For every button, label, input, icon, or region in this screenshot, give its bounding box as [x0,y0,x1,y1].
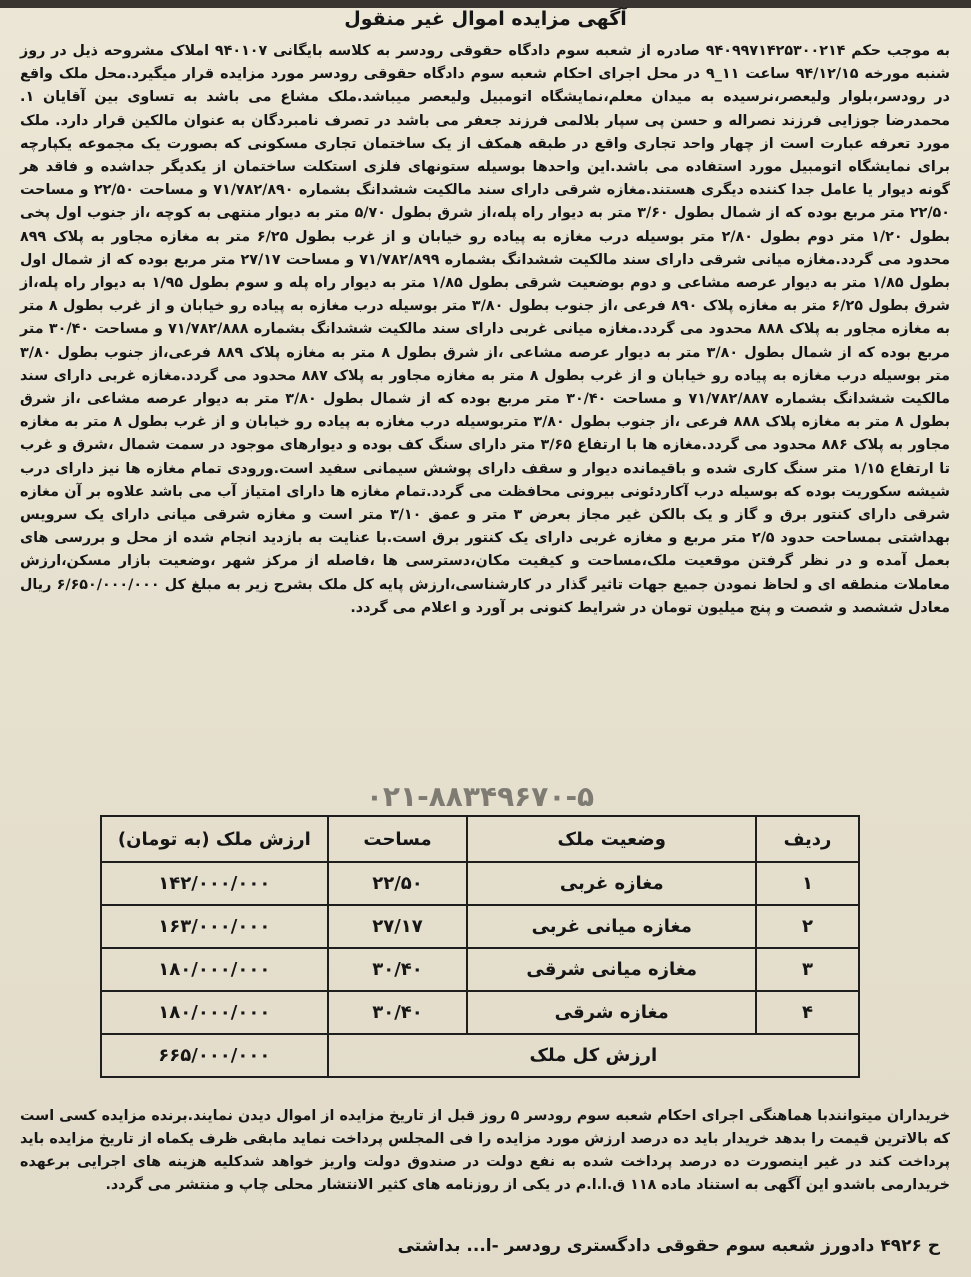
cell-property-value: ۱۸۰/۰۰۰/۰۰۰ [101,948,328,991]
total-value: ۶۶۵/۰۰۰/۰۰۰ [101,1034,328,1077]
table-row [101,905,859,948]
cell-property-value: ۱۴۲/۰۰۰/۰۰۰ [101,862,328,905]
table-row [101,948,859,991]
cell-area: ۲۲/۵۰ [328,862,468,905]
cell-property-status: مغازه غربی [467,862,756,905]
table-total-row [101,1034,859,1077]
notice-title: آگهی مزایده اموال غیر منقول [344,8,627,30]
cell-row-number: ۳ [756,948,859,991]
table-header-row [101,816,859,862]
header-property-value: ارزش ملک (به تومان) [101,816,328,862]
cell-property-status: مغازه میانی غربی [467,905,756,948]
cell-area: ۳۰/۴۰ [328,948,468,991]
cell-property-value: ۱۸۰/۰۰۰/۰۰۰ [101,991,328,1034]
notice-signature: ح ۴۹۲۶ دادورز شعبه سوم حقوقی دادگستری رودسر -ا... بداشتی [397,1236,940,1256]
notice-footer-terms: خریداران میتوانندبا هماهنگی اجرای احکام شعبه سوم رودسر ۵ روز قبل از تاریخ مزایده از اموال دیدن نمایند.برنده مزایده کسی است که بالاترین قیمت را بدهد خریدار باید ده درصد ارزش مورد مزایده را فی المجلس پرداخت نماید مابقی ظرف یکماه از تاریخ مزایده باید پرداخت کند در غیر اینصورت ده درصد پرداخت شده به نفع دولت در صندوق دولت واریز خواهد شدکلیه هزینه های اجرایی برعهده خریدارمی باشدو این آگهی به استناد ماده ۱۱۸ ق.ا.ا.م در یکی از روزنامه های کثیر الانتشار محلی چاپ و منتشر می گردد. [20,1108,950,1193]
cell-property-status: مغازه میانی شرقی [467,948,756,991]
header-property-status: وضعیت ملک [467,816,756,862]
cell-area: ۳۰/۴۰ [328,991,468,1034]
cell-area: ۲۷/۱۷ [328,905,468,948]
total-label: ارزش کل ملک [328,1034,859,1077]
property-table-wrapper [100,815,860,1078]
table-row [101,991,859,1034]
property-value-table [100,815,860,1078]
header-row-number: ردیف [756,816,859,862]
notice-body: به موجب حکم ۹۴۰۹۹۷۱۴۲۵۳۰۰۲۱۴ صادره از شعبه سوم دادگاه حقوقی رودسر به کلاسه بایگانی ۹۴۰۱۰۷ املاک مشروحه ذیل در روز شنبه مورخه ۹۴/۱۲/۱۵ ساعت ۱۱_۹ در محل اجرای احکام شعبه سوم دادگاه حقوقی رودسر مورد مزایده قرار میگیرد.محل ملک واقع در رودسر،بلوار ولیعصر،نرسیده به میدان معلم،نمایشگاه اتومبیل ولیعصر میباشد.ملک مشاع می باشد به تساوی بین آقایان ۱. محمدرضا جوزایی فرزند نصراله و حسن پی سپار بلالمی فرزند جعفر می باشد در تصرف نامبردگان به عنوان مالکین قرار دارد. ملک مورد تعرفه عبارت است از چهار واحد تجاری واقع در طبقه همکف از یک ساختمان تجاری مسکونی که بصورت یک مجموعه یکپارچه برای نمایشگاه اتومبیل مورد استفاده می باشد.این واحدها بوسیله ستونهای فلزی استکلت ساختمان از یکدیگر جداشده و فاقد هر گونه دیوار یا عامل جدا کننده دیگری هستند.مغازه شرقی دارای سند مالکیت ششدانگ بشماره ۷۱/۷۸۲/۸۹۰ و مساحت ۲۲/۵۰ و مساحت ۲۲/۵۰ متر مربع بوده که از شمال بطول ۳/۶۰ متر به دیوار راه پله،از شرق بطول ۵/۷۰ متر به دیوار منتهی به کوچه ،از جنوب اول پخی بطول ۱/۲۰ متر دوم بطول ۲/۸۰ متر بوسیله درب مغازه به پیاده رو خیابان و از غرب بطول ۶/۲۵ متر به مغازه مجاور به پلاک ۸۹۹ محدود می گردد.مغازه میانی شرقی دارای سند مالکیت ششدانگ بشماره ۷۱/۷۸۲/۸۹۹ و مساحت ۲۷/۱۷ متر مربع بوده که از شمال اول بطول ۱/۸۵ متر به دیوار عرصه مشاعی و دوم بوضعیت شرقی بطول ۱/۸۵ متر به دیوار راه پله و سوم بطول ۱/۹۵ به دیوار راه پله،از شرق بطول ۶/۲۵ متر به مغازه پلاک ۸۹۰ فرعی ،از جنوب بطول ۳/۸۰ متر بوسیله درب مغازه به پیاده رو خیابان و از غرب بطول ۸ متر به مغازه مجاور به پلاک ۸۸۸ محدود می گردد.مغازه میانی غربی دارای سند مالکیت ششدانگ بشماره ۷۱/۷۸۲/۸۸۸ و مساحت ۳۰/۴۰ متر مربع بوده که از شمال بطول ۳/۸۰ متر به دیوار عرصه مشاعی ،از شرق بطول ۸ متر به مغازه پلاک ۸۸۹ فرعی،از جنوب بطول ۳/۸۰ متر بوسیله درب مغازه به پیاده رو خیابان و از غرب بطول ۸ متر به مغازه مجاور به پلاک ۸۸۷ محدود می گردد.مغازه غربی دارای سند مالکیت ششدانگ بشماره ۷۱/۷۸۲/۸۸۷ و مساحت ۳۰/۴۰ متر مربع بوده که از شمال بطول ۳/۸۰ متر به دیوار عرصه مشاعی ،از شرق بطول ۸ متر به مغازه پلاک ۸۸۸ فرعی ،از جنوب بطول ۳/۸۰ متربوسیله درب مغازه به پیاده رو خیابان و از غرب بطول ۸ متر به مغازه مجاور به پلاک ۸۸۶ محدود می گردد.مغازه ها با ارتفاع ۳/۶۵ متر دارای سنگ کف بوده و دیوارهای موجود در سمت شمال ،شرق و غرب تا ارتفاع ۱/۱۵ متر سنگ کاری شده و باقیمانده دیوار و سقف دارای پوشش سیمانی سفید است.ورودی تمام مغازه ها نیز دارای درب شیشه سکوریت بوده که بوسیله درب آکاردئونی بیرونی محافظت می گردد.تمام مغازه ها دارای امتیاز آب می باشد علاوه بر آن مغازه شرقی دارای کنتور برق و گاز و یک بالکن غیر مجاز بعرض ۳ متر و عمق ۳/۱۰ متر است و مغازه شرقی میانی دارای یک سرویس بهداشتی بمساحت حدود ۲/۵ متر مربع و مغازه غربی دارای یک کنتور برق است.با عنایت به بازدید انجام شده از محل و بررسی های بعمل آمده و در نظر گرفتن موقعیت ملک،مساحت و کیفیت مکان،دسترسی ها ،فاصله از مرکز شهر ،وضعیت بازار مسکن،ارزش معاملات منطقه ای و لحاظ نمودن جمیع جهات تاثیر گذار در کارشناسی،ارزش پایه کل ملک بشرح زیر به مبلغ کل ۶/۶۵۰/۰۰۰/۰۰۰ ریال معادل ششصد و شصت و پنج میلیون تومان در شرایط کنونی بر آورد و اعلام می گردد. [20,43,951,616]
phone-watermark: ۰۲۱-۸۸۳۴۹۶۷۰-۵ [365,780,595,813]
cell-property-status: مغازه شرقی [467,991,756,1034]
cell-property-value: ۱۶۳/۰۰۰/۰۰۰ [101,905,328,948]
cell-row-number: ۱ [756,862,859,905]
cell-row-number: ۲ [756,905,859,948]
table-row [101,862,859,905]
top-border-strip [0,0,971,8]
header-area: مساحت [328,816,468,862]
cell-row-number: ۴ [756,991,859,1034]
